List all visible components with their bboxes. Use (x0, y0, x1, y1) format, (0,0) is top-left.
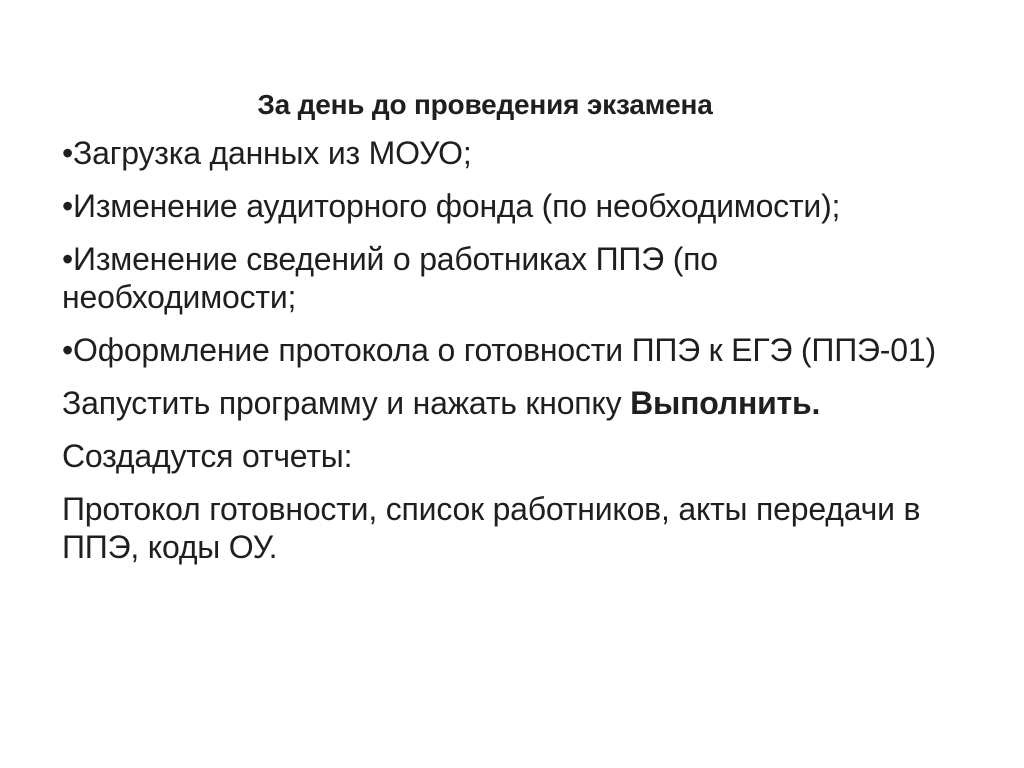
bullet-item-protocol (62, 331, 942, 369)
bullet-icon: • (62, 188, 74, 224)
execute-button-name: Выполнить. (630, 385, 821, 421)
slide-content (62, 86, 942, 581)
reports-intro: Создадутся отчеты: (62, 438, 353, 474)
bullet-item-room-fund (62, 187, 942, 225)
bullet-icon: • (62, 241, 74, 277)
reports-list: Протокол готовности, список работников, акты передачи в ППЭ, коды ОУ. (62, 491, 921, 565)
instruction-text: Запустить программу и нажать кнопку (62, 385, 631, 421)
bullet-text: Изменение аудиторного фонда (по необходимости); (73, 188, 841, 224)
bullet-text: Оформление протокола о готовности ППЭ к ЕГЭ (ППЭ-01) (73, 332, 936, 368)
bullet-item-load-data (62, 134, 942, 172)
instruction-line (62, 384, 942, 422)
bullet-text: Загрузка данных из МОУО; (73, 135, 472, 171)
bullet-text: Изменение сведений о работниках ППЭ (по необходимости; (62, 241, 718, 315)
slide-heading: За день до проведения экзамена (257, 89, 713, 120)
bullet-item-staff-info (62, 240, 942, 316)
bullet-icon: • (62, 135, 74, 171)
bullet-icon: • (62, 332, 74, 368)
